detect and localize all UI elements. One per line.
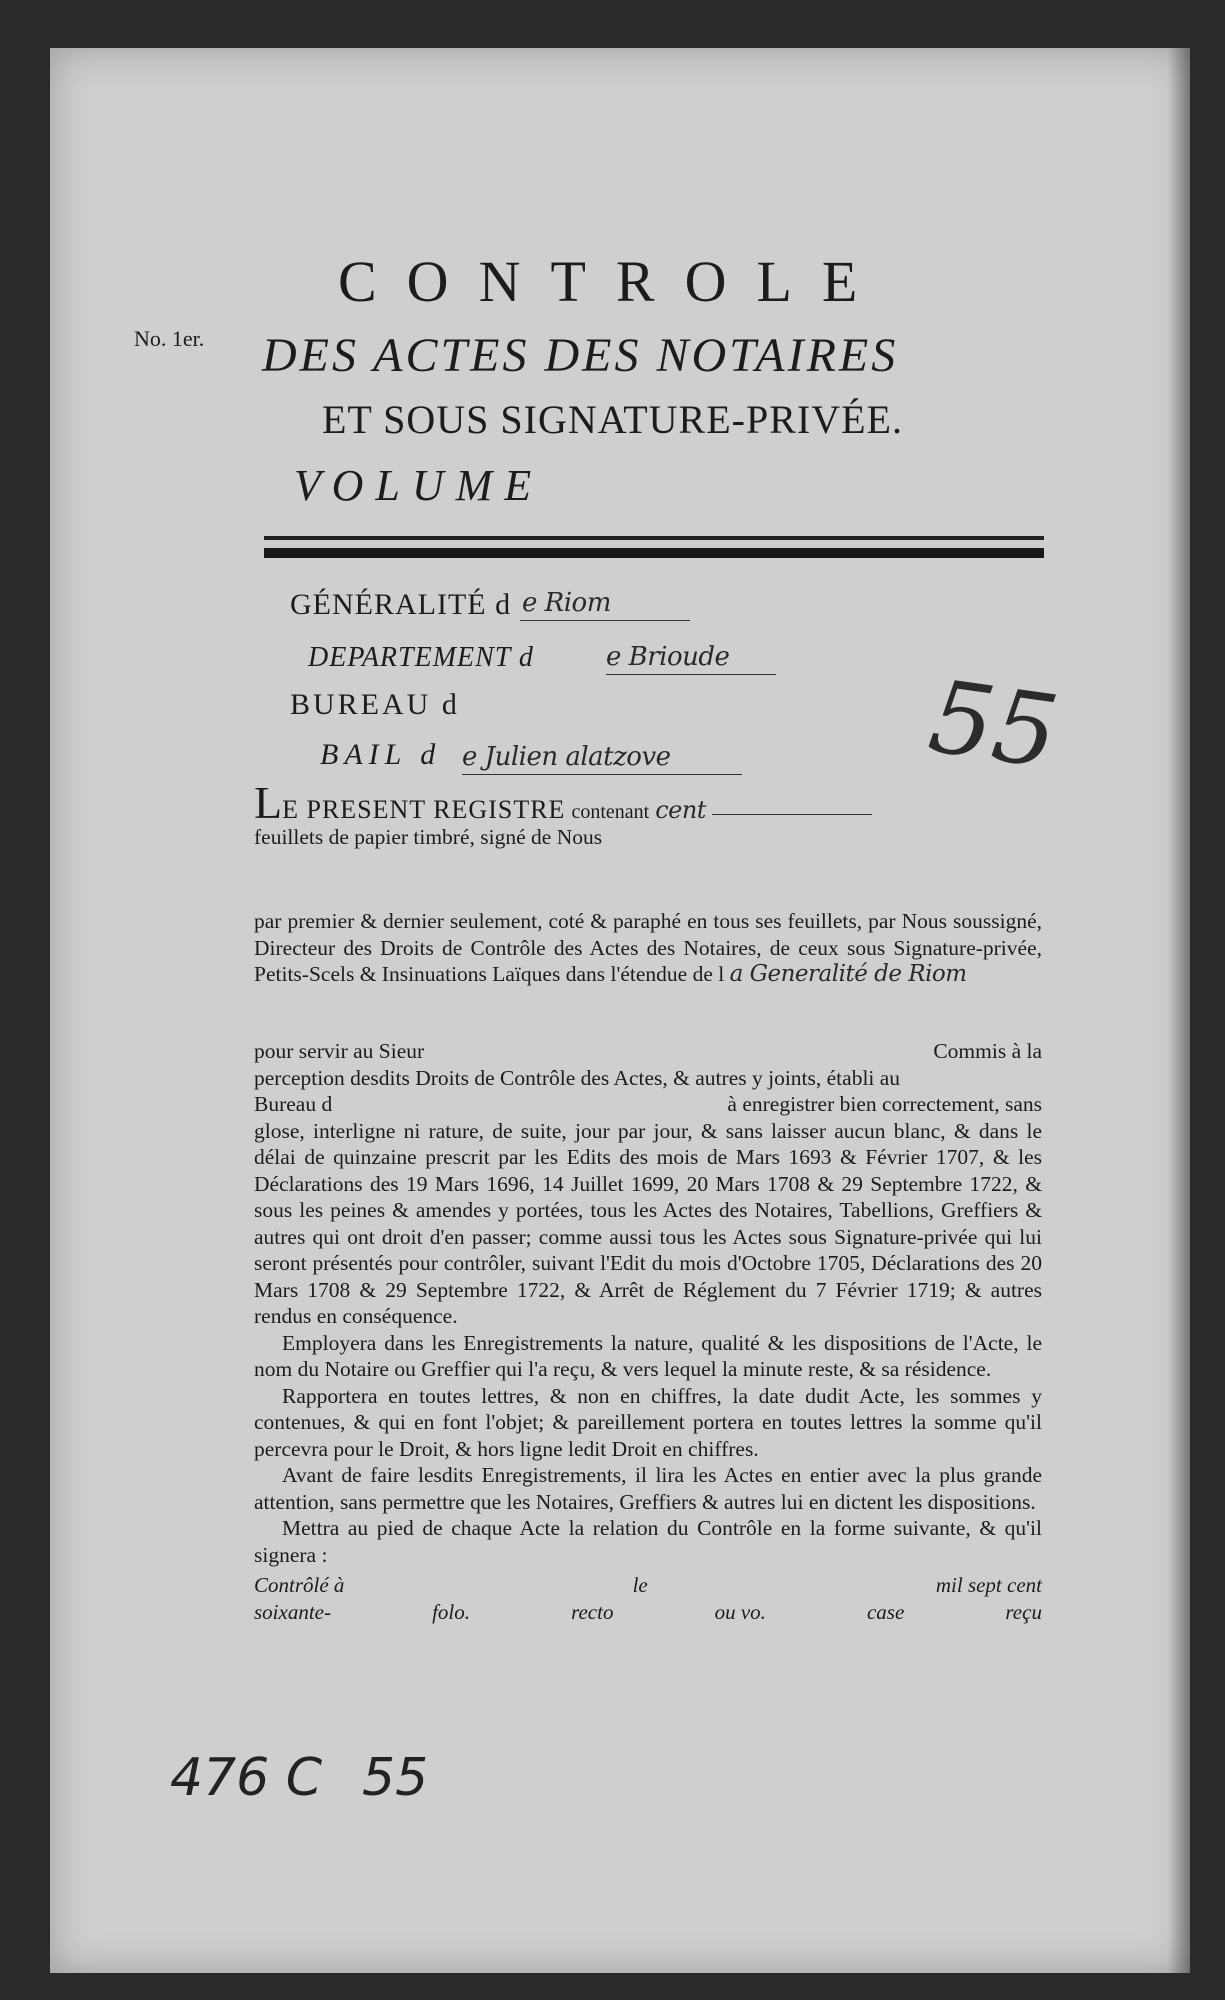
- paragraph-2: [254, 1038, 1042, 1625]
- departement-line: [606, 674, 776, 675]
- control-form-row-2: [254, 1599, 1042, 1626]
- control-d: soixante-: [254, 1599, 331, 1624]
- generalite-label: GÉNÉRALITÉ d: [290, 588, 512, 621]
- control-f: recto: [571, 1599, 614, 1624]
- register-line2: feuillets de papier timbré, signé de Nous: [254, 825, 603, 849]
- bail-handwritten: e Julien alatzove: [462, 742, 671, 772]
- paragraph-1: [254, 908, 1042, 988]
- contenant-line: [712, 814, 872, 815]
- control-form-row-1: [254, 1572, 1042, 1599]
- title-controle: CONTROLE: [338, 249, 888, 314]
- generalite-handwritten: e Riom: [522, 588, 611, 618]
- servir-au-sieur: pour servir au Sieur: [254, 1039, 425, 1063]
- control-b: le: [632, 1573, 648, 1597]
- control-i: reçu: [1005, 1599, 1042, 1624]
- paragraph-2-rest: glose, interligne ni rature, de suite, jour par jour, & sans laisser aucun blanc, & dans le délai de quinzaine prescrit par les Edits des mois de Mars 1693 & Février 1707, & les Déclarations des 19 Mars 1696, 14 Juillet 1699, 20 Mars 1708 & 29 Septembre 1722, & sous les peines & amendes y portées, tous les Actes des Notaires, Tabellions, Greffiers & autres qui ont droit d'en passer; comme aussi tous les Actes sous Signature-privée qui lui seront présentés pour contrôler, suivant l'Edit du mois d'Octobre 1705, Déclarations des 20 Mars 1708 & 29 Septembre 1722, & Arrêt de Réglement du 7 Février 1719; & autres rendus en conséquence.: [254, 1118, 1042, 1328]
- control-g: ou vo.: [714, 1599, 766, 1624]
- control-e: folo.: [432, 1599, 470, 1624]
- paragraph-3: Employera dans les Enregistrements la nature, qualité & les dispositions de l'Acte, le nom du Notaire ou Greffier qui l'a reçu, & vers lequel la minute reste, & sa résidence.: [254, 1330, 1042, 1381]
- enregistrer-text: à enregistrer bien correctement, sans: [727, 1092, 1042, 1116]
- drop-cap: L: [254, 777, 283, 828]
- title-sous-signature: ET SOUS SIGNATURE-PRIVÉE.: [322, 397, 903, 442]
- control-a: Contrôlé à: [254, 1573, 345, 1597]
- perception-line: perception desdits Droits de Contrôle des Actes, & autres y joints, établi au: [254, 1065, 901, 1090]
- title-volume: VOLUME: [294, 461, 544, 510]
- title-actes-notaires: DES ACTES DES NOTAIRES: [262, 329, 899, 382]
- divider-thick: [264, 548, 1044, 558]
- control-c: mil sept cent: [935, 1573, 1042, 1597]
- margin-handwritten-number: 55: [922, 657, 1065, 792]
- bureau-d-text: Bureau d: [254, 1092, 333, 1116]
- generalite-handwritten-2: a Generalité de Riom: [729, 961, 967, 987]
- register-caps: E PRESENT REGISTRE: [282, 795, 566, 824]
- archive-mark-476c: 476 C: [170, 1748, 323, 1808]
- contenant-label: contenant: [571, 801, 650, 823]
- commis-a-la: Commis à la: [933, 1039, 1042, 1063]
- archive-mark-55: 55: [362, 1748, 429, 1808]
- register-heading: [254, 777, 706, 828]
- bureau-label: BUREAU d: [290, 688, 460, 721]
- paragraph-5: Avant de faire lesdits Enregistrements, il lira les Actes en entier avec la plus grande attention, sans permettre que les Notaires, Greffiers & autres lui en dictent les dispositions.: [254, 1463, 1042, 1514]
- control-h: case: [866, 1599, 905, 1624]
- departement-label: DEPARTEMENT d: [308, 642, 534, 673]
- paragraph-6: Mettra au pied de chaque Acte la relation du Contrôle en la forme suivante, & qu'il signera :: [254, 1516, 1042, 1567]
- departement-handwritten: e Brioude: [606, 642, 730, 672]
- divider-thin: [264, 536, 1044, 540]
- bail-line: [462, 774, 742, 775]
- document-page: [50, 48, 1190, 1973]
- bail-label: BAIL d: [320, 738, 442, 771]
- paragraph-1-text: par premier & dernier seulement, coté & paraphé en tous ses feuillets, par Nous soussigné, Directeur des Droits de Contrôle des Actes des Notaires, de ceux sous Signature-privée, Petits-Scels & Insinuations Laïques dans l'étendue de l: [254, 909, 1042, 986]
- number-label: No. 1er.: [134, 326, 205, 351]
- contenant-handwritten: cent: [655, 796, 706, 824]
- paragraph-4: Rapportera en toutes lettres, & non en chiffres, la date dudit Acte, les sommes y contenues, & qui en font l'objet; & pareillement portera en toutes lettres la somme qu'il percevra pour le Droit, & hors ligne ledit Droit en chiffres.: [254, 1383, 1042, 1461]
- generalite-line: [520, 620, 690, 621]
